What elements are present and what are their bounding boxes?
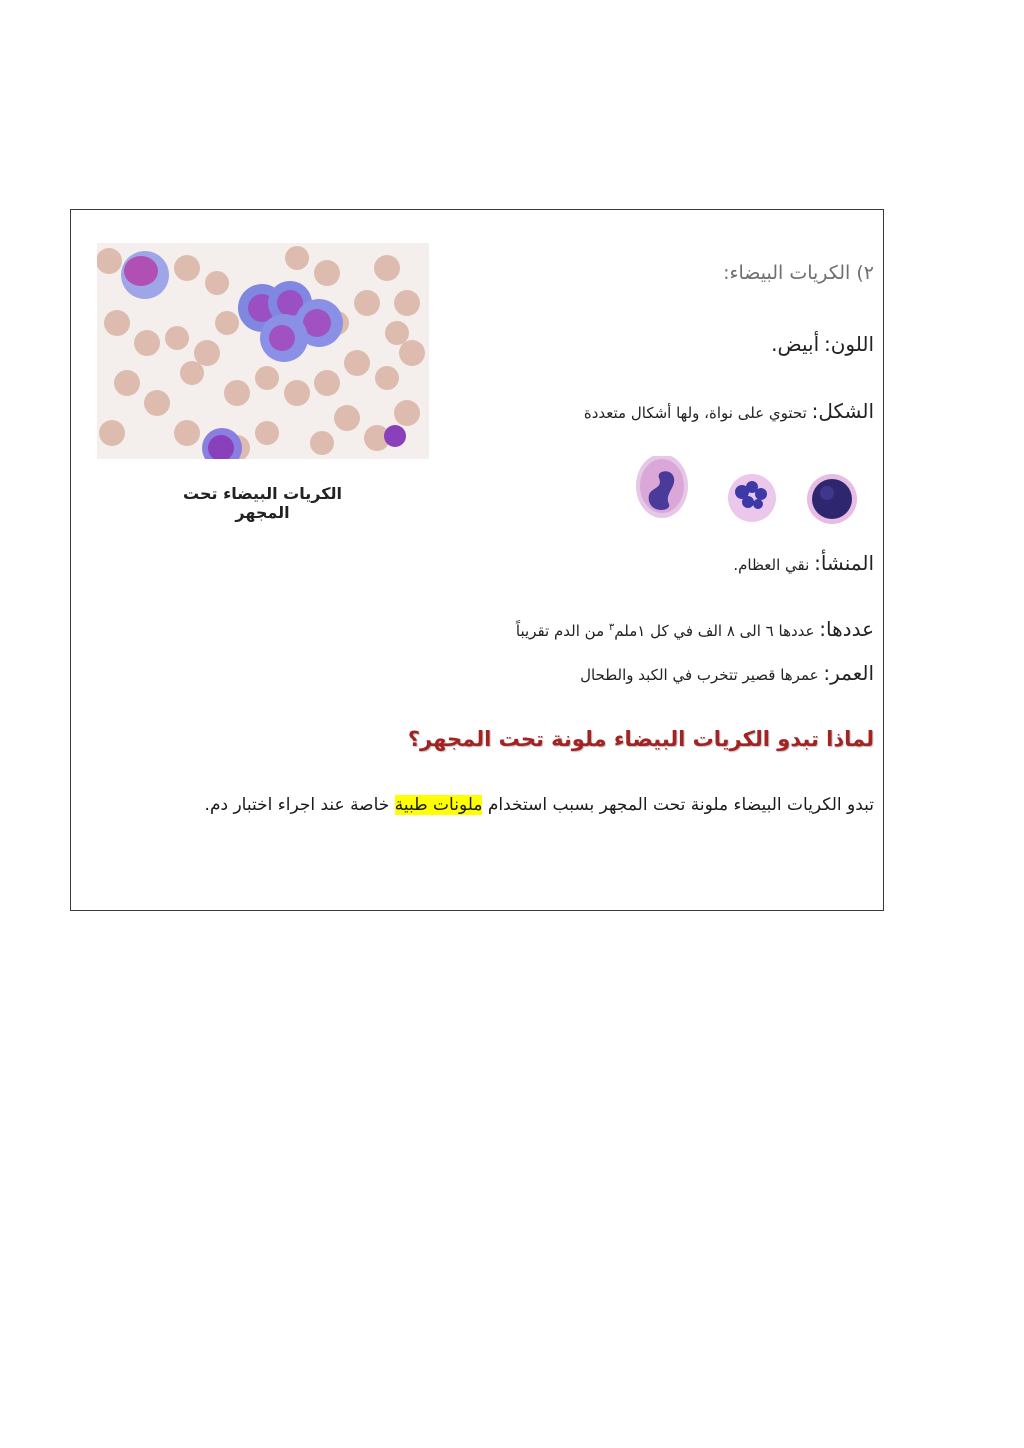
age-line xyxy=(580,661,874,685)
age-value: عمرها قصير تتخرب في الكبد والطحال xyxy=(580,666,819,684)
color-label: اللون: xyxy=(823,332,874,356)
image-caption: الكريات البيضاء تحت المجهر xyxy=(183,484,342,522)
count-superscript: ٣ xyxy=(608,622,615,633)
count-label: عددها: xyxy=(819,617,874,641)
count-line xyxy=(516,617,874,641)
shape-line xyxy=(584,399,874,423)
count-value: عددها ٦ الى ٨ الف في كل ١ملم xyxy=(614,622,815,640)
answer-text xyxy=(205,795,874,815)
answer-highlight: ملونات طبية xyxy=(394,795,483,815)
blood-smear-illustration xyxy=(97,243,429,459)
section-title: ٢) الكريات البيضاء: xyxy=(723,262,874,284)
origin-label: المنشأ: xyxy=(814,551,874,575)
answer-after: خاصة عند اجراء اختبار دم. xyxy=(204,795,395,815)
origin-line xyxy=(733,551,874,575)
answer-before: تبدو الكريات البيضاء ملونة تحت المجهر بسبب استخدام xyxy=(482,795,874,815)
microscope-image xyxy=(97,243,429,459)
white-cell-types-image xyxy=(634,456,864,526)
question-heading: لماذا تبدو الكريات البيضاء ملونة تحت المجهر؟ xyxy=(407,727,874,751)
origin-value: نقي العظام. xyxy=(733,556,810,574)
color-line xyxy=(771,332,874,356)
shape-label: الشكل: xyxy=(811,399,874,423)
shape-value: تحتوي على نواة، ولها أشكال متعددة xyxy=(583,404,807,422)
count-value-end: من الدم تقريباً xyxy=(515,622,609,640)
color-value: أبيض. xyxy=(771,332,820,356)
age-label: العمر: xyxy=(823,661,874,685)
